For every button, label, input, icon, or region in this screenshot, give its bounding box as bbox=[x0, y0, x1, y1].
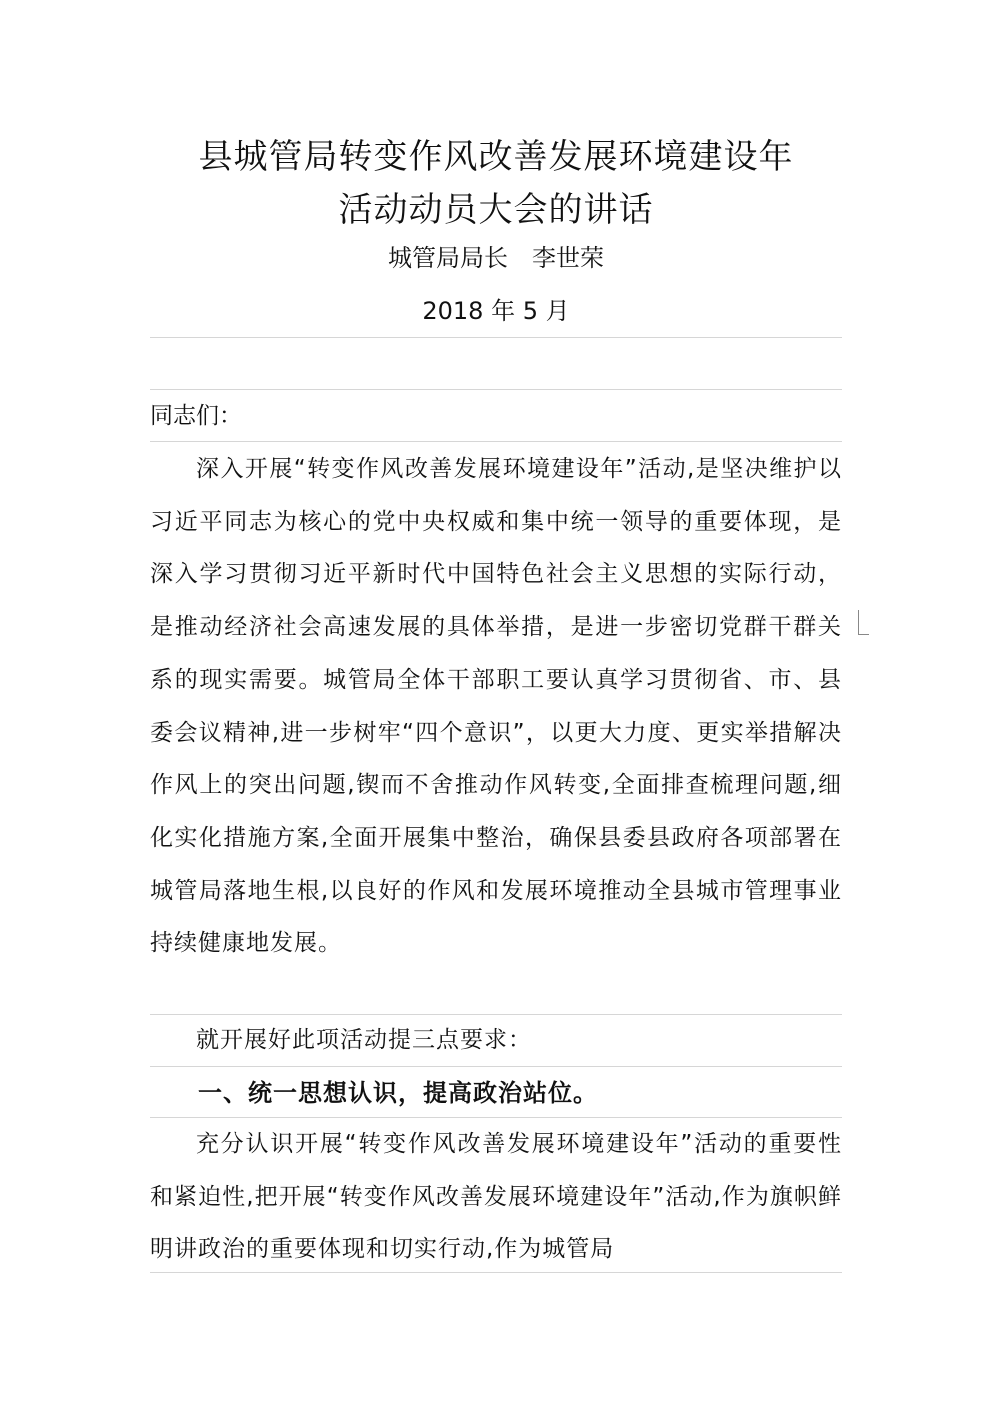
divider bbox=[150, 337, 842, 338]
revision-mark bbox=[858, 610, 869, 635]
document-title-line2: 活动动员大会的讲话 bbox=[338, 190, 654, 230]
requirements-intro: 就开展好此项活动提三点要求： bbox=[196, 1027, 532, 1053]
section-heading-1: 一、统一思想认识，提高政治站位。 bbox=[198, 1079, 598, 1107]
divider bbox=[150, 389, 842, 390]
date-line: 2018 年 5 月 bbox=[422, 297, 570, 325]
document-title-line1: 县城管局转变作风改善发展环境建设年 bbox=[198, 137, 794, 177]
divider bbox=[150, 441, 842, 442]
divider bbox=[150, 1066, 842, 1067]
author-line: 城管局局长 李世荣 bbox=[388, 244, 604, 272]
greeting: 同志们： bbox=[150, 403, 242, 429]
divider bbox=[150, 1014, 842, 1015]
body-paragraph-2: 充分认识开展“转变作风改善发展环境建设年”活动的重要性和紧迫性,把开展“转变作风改善发展环境建设年”活动,作为旗帜鲜明讲政治的重要体现和切实行动,作为城管局 bbox=[150, 1131, 842, 1263]
divider bbox=[150, 1272, 842, 1273]
body-paragraph-1: 深入开展“转变作风改善发展环境建设年”活动,是坚决维护以习近平同志为核心的党中央权威和集中统一领导的重要体现，是深入学习贯彻习近平新时代中国特色社会主义思想的实际行动，是推动经济社会高速发展的具体举措，是进一步密切党群干群关系的现实需要。城管局全体干部职工要认真学习贯彻省、市、县委会议精神,进一步树牢“四个意识”，以更大力度、更实举措解决作风上的突出问题,锲而不舍推动作风转变,全面排查梳理问题,细化实化措施方案,全面开展集中整治，确保县委县政府各项部署在城管局落地生根,以良好的作风和发展环境推动全县城市管理事业持续健康地发展。 bbox=[150, 456, 842, 957]
